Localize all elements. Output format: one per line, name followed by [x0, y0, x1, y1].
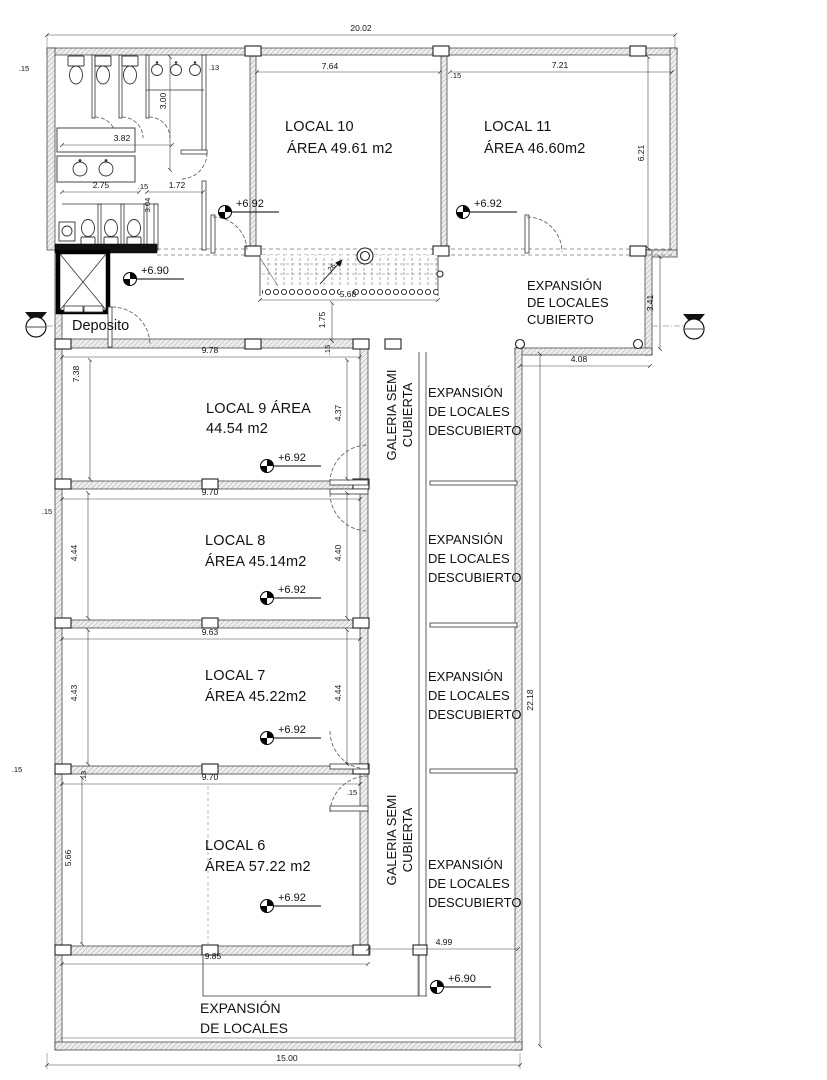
local9-name: LOCAL 9 ÁREA: [206, 401, 312, 417]
svg-text:DESCUBIERTO: DESCUBIERTO: [428, 570, 522, 585]
elevation-local9: +6.92: [278, 452, 306, 464]
dim-wall13: .13: [208, 63, 220, 72]
stair-column-inner: [361, 252, 370, 261]
walls: [47, 48, 677, 1050]
dim-l9-hl: 7.38: [71, 365, 81, 383]
dim-stair-tread: .26: [324, 261, 338, 276]
elevation-local7: +6.92: [278, 724, 306, 736]
svg-text:DE LOCALES: DE LOCALES: [527, 295, 609, 310]
dim-right-height: 22.18: [525, 689, 535, 711]
expansion-cubierto-label: [527, 278, 609, 327]
dim-wall13: .13: [79, 770, 88, 782]
dim-wall15: .15: [41, 507, 53, 516]
svg-text:EXPANSIÓN: EXPANSIÓN: [428, 385, 503, 400]
svg-text:CUBIERTO: CUBIERTO: [527, 312, 594, 327]
local11-name: LOCAL 11: [484, 119, 552, 135]
dim-l8-hr: 4.40: [333, 544, 343, 562]
doors: [211, 215, 562, 812]
local11-area: ÁREA 46.60m2: [484, 141, 586, 157]
dim-l6-w: 9.70: [201, 772, 219, 782]
stall-divider: [98, 204, 101, 246]
dim-local11-h: 6.21: [636, 144, 646, 162]
balusters: [262, 288, 340, 296]
dim-exp-w: 4.99: [435, 937, 453, 947]
svg-text:EXPANSIÓN: EXPANSIÓN: [428, 532, 503, 547]
dim-wall15: .15: [11, 765, 23, 774]
local6-name: LOCAL 6: [205, 838, 266, 854]
svg-text:DESCUBIERTO: DESCUBIERTO: [428, 707, 522, 722]
expansion-descubierto-label-3: [428, 669, 521, 722]
elevation-local11: +6.92: [474, 198, 502, 210]
dim-l9-hr: 4.37: [333, 404, 343, 422]
local6-area: ÁREA 57.22 m2: [205, 859, 311, 875]
wall-local10-11-divider: [441, 55, 447, 250]
deposito-label: Deposito: [72, 318, 130, 334]
stall-door-arc: [149, 117, 170, 138]
local8-area: ÁREA 45.14m2: [205, 554, 307, 570]
dim-wall15: .15: [346, 788, 358, 797]
wall-left-upper: [47, 48, 55, 250]
expansion-descubierto-label-4: [428, 857, 521, 910]
svg-text:EXPANSIÓN: EXPANSIÓN: [428, 857, 503, 872]
dim-l8-hl: 4.44: [69, 544, 79, 562]
zone-labels: [200, 278, 609, 1036]
wall-top: [47, 48, 677, 55]
svg-text:CUBIERTA: CUBIERTA: [400, 807, 415, 873]
dim-bath-counter: 3.82: [113, 133, 131, 143]
dim-wall15: .15: [137, 182, 149, 191]
svg-text:DE LOCALES: DE LOCALES: [428, 404, 510, 419]
dim-bath-h2: 3.04: [143, 197, 152, 213]
local7-area: ÁREA 45.22m2: [205, 689, 307, 705]
svg-text:DESCUBIERTO: DESCUBIERTO: [428, 423, 522, 438]
section-marker-icon: [683, 314, 705, 339]
dim-l7-hr: 4.44: [333, 684, 343, 702]
dim-l7-hl: 4.43: [69, 684, 79, 702]
dim-total-top: 20.02: [350, 23, 372, 33]
dim-local11-w: 7.21: [551, 60, 569, 70]
local11-door: [525, 215, 562, 253]
dim-l7-w: 9.63: [201, 627, 219, 637]
local8-name: LOCAL 8: [205, 533, 266, 549]
expansion-descubierto-label-2: [428, 532, 521, 585]
wall-bath-right: [250, 55, 256, 250]
svg-text:EXPANSIÓN: EXPANSIÓN: [527, 278, 602, 293]
dim-l6-wb: 9.85: [204, 951, 222, 961]
svg-text:DE LOCALES: DE LOCALES: [428, 876, 510, 891]
galeria-label-bottom: [384, 794, 415, 885]
svg-text:DE LOCALES: DE LOCALES: [428, 551, 510, 566]
svg-text:DE LOCALES: DE LOCALES: [428, 688, 510, 703]
local9-area: 44.54 m2: [206, 421, 269, 437]
elevation-hall: +6.90: [141, 265, 169, 277]
dim-cub-h: 3.41: [645, 294, 655, 312]
bath-inner-wall: [202, 55, 206, 153]
vanity-sinks: [57, 156, 135, 182]
stair-newel: [437, 271, 443, 277]
balusters: [352, 288, 438, 296]
separator-3: [430, 769, 517, 773]
section-marker-icon: [25, 312, 47, 337]
wall-right-lower: [515, 348, 522, 1050]
svg-text:EXPANSIÓN: EXPANSIÓN: [200, 1000, 281, 1016]
separator-2: [430, 623, 517, 627]
elevator: [58, 252, 108, 312]
separator-1: [430, 481, 517, 485]
stall-right-wall: [154, 204, 158, 250]
dim-l9-w: 9.78: [201, 345, 219, 355]
sink-row-top: [146, 61, 204, 90]
expansion-bottom-label: [200, 1000, 288, 1036]
svg-text:GALERIA SEMI: GALERIA SEMI: [384, 794, 399, 886]
dim-total-bottom: 15.00: [276, 1053, 298, 1063]
dim-cub-w: 4.08: [570, 354, 588, 364]
stall-divider: [146, 55, 149, 118]
dim-bath-w2: 1.72: [168, 180, 186, 190]
dim-local10-w: 7.64: [321, 61, 339, 71]
toilet-row-top: [68, 56, 138, 84]
dim-wall15: .15: [18, 64, 30, 73]
svg-text:CUBIERTA: CUBIERTA: [400, 382, 415, 448]
bath-inner-wall: [202, 181, 206, 250]
elevation-local6: +6.92: [278, 892, 306, 904]
dim-l6-hl: 5.66: [63, 849, 73, 867]
room-labels: [72, 119, 586, 875]
dim-stair-land: 1.75: [317, 311, 327, 329]
elevation-expansion: +6.90: [448, 973, 476, 985]
dim-bath-w1: 2.75: [92, 180, 110, 190]
local10-door: [211, 215, 247, 253]
dim-wall15: .15: [450, 71, 462, 80]
wall-left-lower: [55, 250, 62, 1050]
elevation-local10: +6.92: [236, 198, 264, 210]
svg-text:DESCUBIERTO: DESCUBIERTO: [428, 895, 522, 910]
local10-area: ÁREA 49.61 m2: [287, 141, 393, 157]
toilet-row-bottom: [81, 220, 141, 247]
svg-text:GALERIA SEMI: GALERIA SEMI: [384, 369, 399, 461]
local10-name: LOCAL 10: [285, 119, 354, 135]
mop-sink-bowl: [62, 226, 72, 236]
wall-right-upper: [670, 48, 677, 255]
dim-l8-w: 9.70: [201, 487, 219, 497]
wall-bottom: [55, 1042, 522, 1050]
bath-corridor-door: [181, 150, 207, 179]
galeria-label-top: [384, 369, 415, 460]
dim-stair-len: 5.68: [339, 289, 357, 299]
platform-outline: [203, 956, 427, 996]
local7-name: LOCAL 7: [205, 668, 266, 684]
svg-text:EXPANSIÓN: EXPANSIÓN: [428, 669, 503, 684]
elevation-local8: +6.92: [278, 584, 306, 596]
bathroom-block: [55, 55, 207, 253]
svg-text:DE LOCALES: DE LOCALES: [200, 1020, 288, 1036]
expansion-descubierto-label-1: [428, 385, 521, 438]
stall-divider: [121, 204, 124, 246]
dim-bath-h: 3.00: [158, 92, 168, 110]
dim-wall15: .15: [323, 344, 332, 356]
wall-corridor-left: [360, 348, 368, 946]
